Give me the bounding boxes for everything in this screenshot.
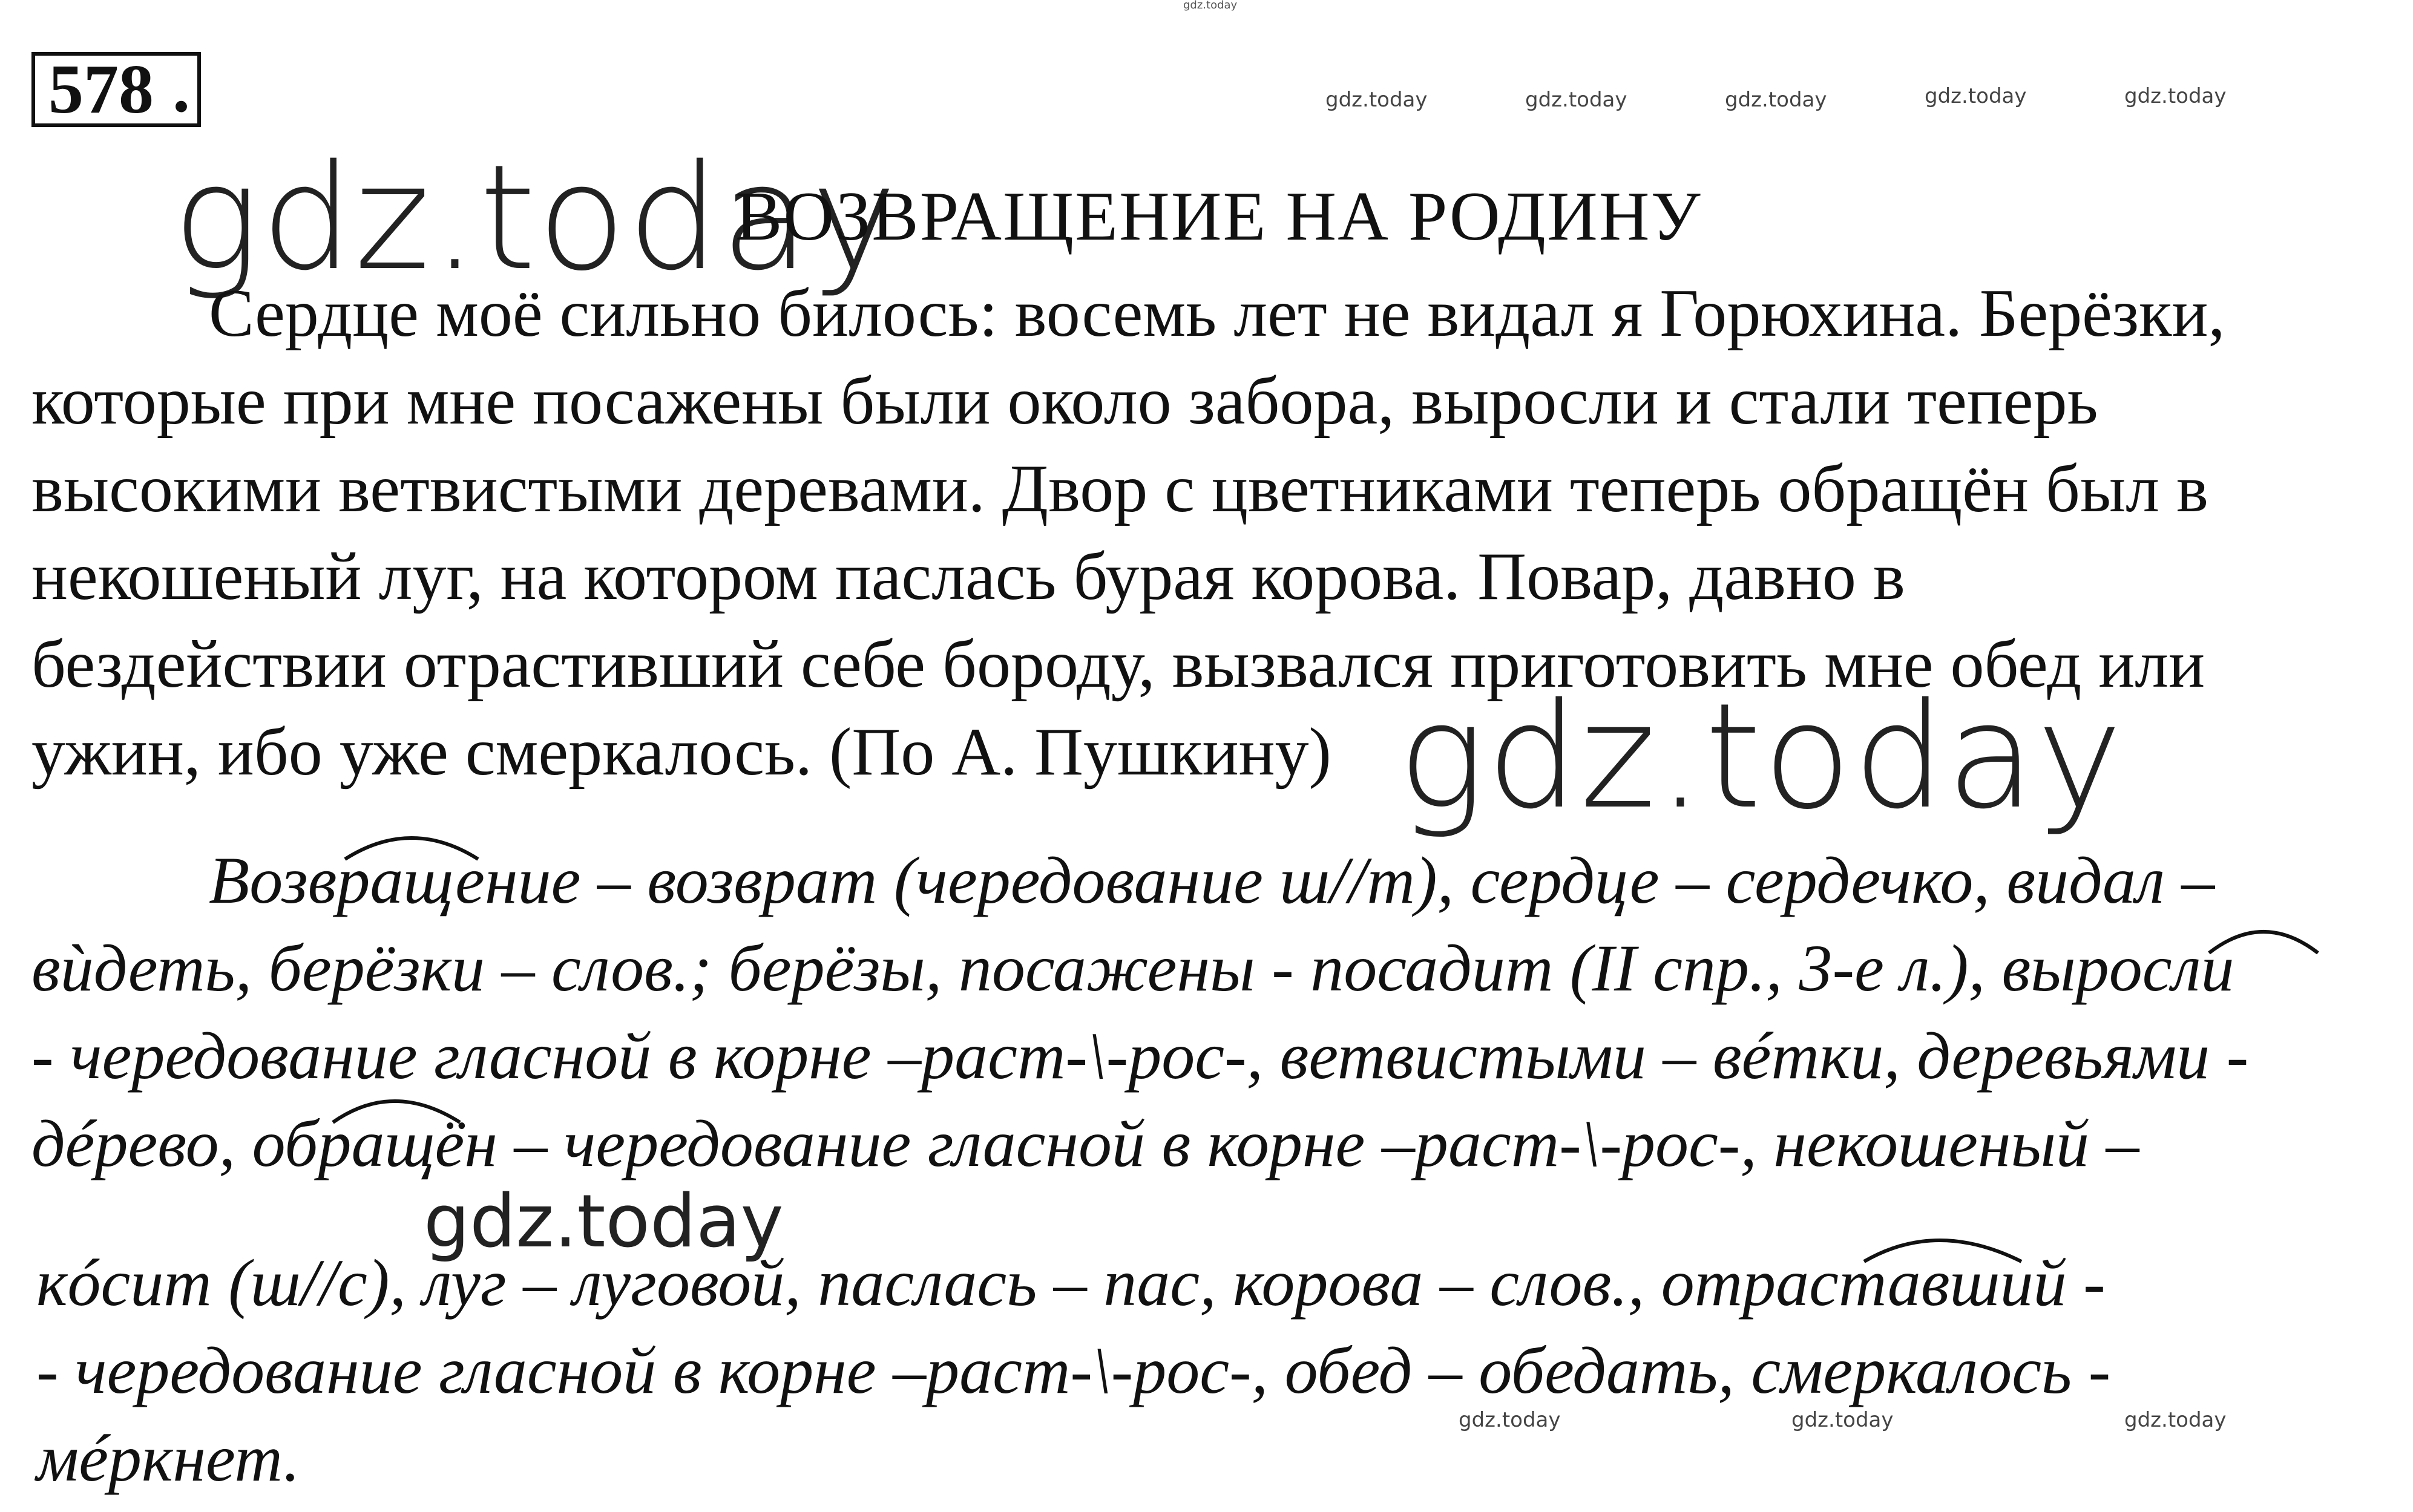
- watermark-bottom-3: gdz.today: [2124, 1408, 2227, 1432]
- watermark-small-2: gdz.today: [1525, 88, 1627, 112]
- root-arc: [345, 838, 478, 859]
- watermark-small-4: gdz.today: [1925, 84, 2027, 108]
- watermark-bottom-1: gdz.today: [1459, 1408, 1561, 1432]
- watermark-small-1: gdz.today: [1325, 88, 1428, 112]
- paragraph-line: Сердце моё сильно билось: восемь лет не видал я Горюхина. Берёзки,: [209, 276, 2225, 351]
- analysis-line: Возвращение – возврат (чередование ш//т), сердце – сердечко, видал –: [209, 843, 2215, 917]
- watermark-small-5: gdz.today: [2124, 84, 2227, 108]
- analysis-line: мéркнет.: [36, 1421, 300, 1495]
- watermark-large-2: gdz.today: [1398, 672, 2124, 841]
- watermark-bottom-2: gdz.today: [1791, 1408, 1894, 1432]
- watermark-large-1: gdz.today: [172, 133, 899, 303]
- analysis-line: кóсит (ш//с), луг – луговой, паслась – пас, корова – слов., отраставший -: [36, 1246, 2106, 1320]
- analysis-line: вѝдеть, берёзки – слов.; берёзы, посажены - посадит (II спр., 3-е л.), выросли: [31, 931, 2234, 1005]
- analysis-line: дéрево, обращён – чередование гласной в корне –раст-\-рос-, некошеный –: [31, 1107, 2139, 1180]
- paragraph-line: которые при мне посажены были около забора, выросли и стали теперь: [31, 364, 2098, 439]
- paragraph-line: ужин, ибо уже смеркалось. (По А. Пушкину): [31, 715, 1331, 790]
- watermark-top: gdz.today: [1183, 0, 1238, 11]
- text-title: ВОЗВРАЩЕНИЕ НА РОДИНУ: [735, 178, 1702, 255]
- watermark-small-3: gdz.today: [1725, 88, 1827, 112]
- paragraph-line: бездействии отрастивший себе бороду, вызвался приготовить мне обед или: [31, 627, 2205, 702]
- exercise-number: 578: [48, 51, 154, 128]
- root-arc: [2209, 932, 2318, 953]
- watermark-mid: gdz.today: [424, 1180, 784, 1264]
- root-arc: [1864, 1240, 2021, 1262]
- paragraph-line: некошеный луг, на котором паслась бурая корова. Повар, давно в: [31, 539, 1905, 614]
- analysis-line: - чередование гласной в корне –раст-\-рос-, обед – обедать, смеркалось -: [36, 1334, 2111, 1407]
- exercise-number-dot: .: [172, 50, 190, 127]
- paragraph-line: высокими ветвистыми деревами. Двор с цветниками теперь обращён был в: [31, 451, 2208, 526]
- root-arc: [333, 1101, 460, 1122]
- analysis-line: - чередование гласной в корне –раст-\-рос-, ветвистыми – вéтки, деревьями -: [31, 1019, 2249, 1093]
